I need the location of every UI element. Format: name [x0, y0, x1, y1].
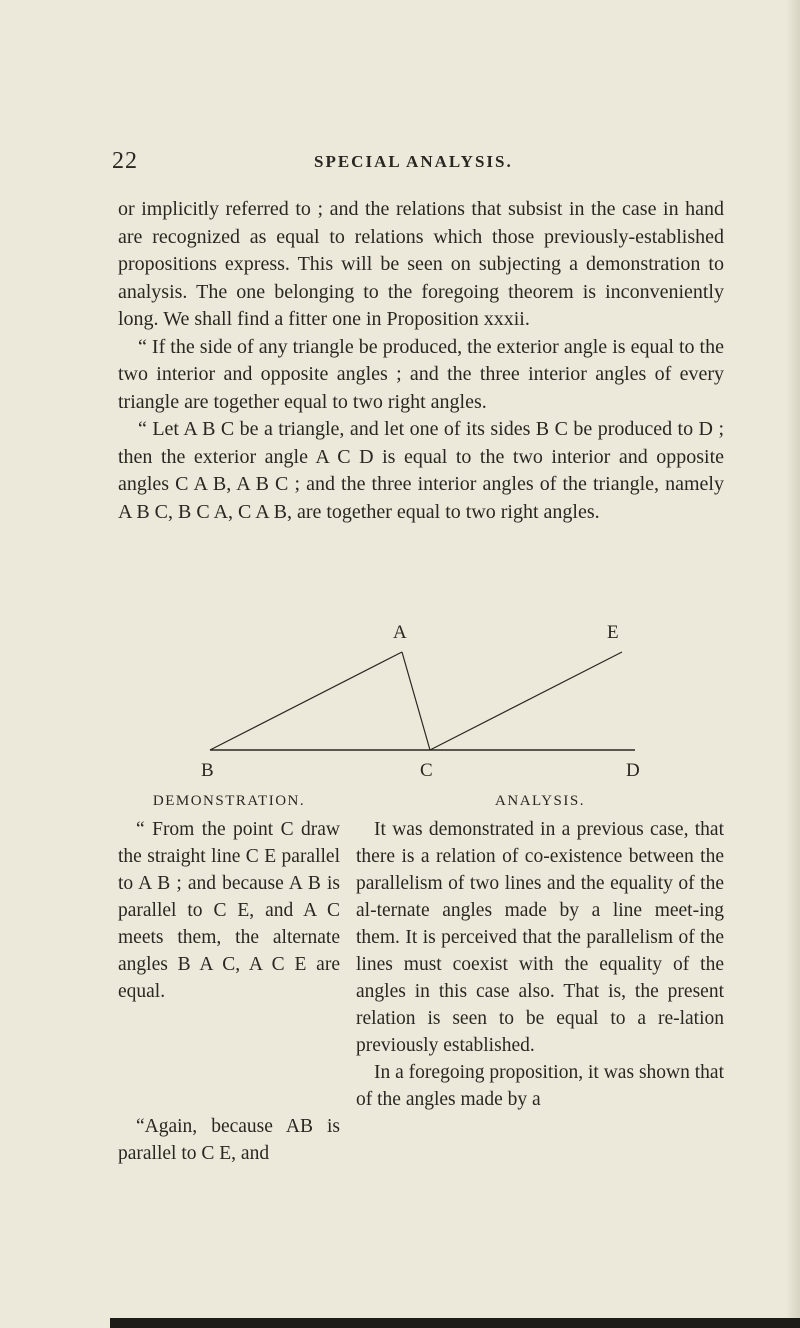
- page-number: 22: [112, 148, 138, 174]
- analysis-heading: ANALYSIS.: [495, 793, 585, 809]
- column-gap: [118, 1005, 340, 1113]
- label-B: B: [201, 760, 214, 781]
- demonstration-paragraph-1: “ From the point C draw the straight line C E parallel to A B ; and because A B is parallel to C E, and A C meets them, the alternate angles B A C, A C E are equal.: [118, 819, 340, 1002]
- label-C: C: [420, 760, 433, 781]
- demonstration-paragraph-2: “Again, because AB is parallel to C E, and: [118, 1116, 340, 1164]
- label-A: A: [393, 622, 407, 643]
- analysis-paragraph-1: It was demonstrated in a previous case, that there is a relation of co-existence between the parallelism of two lines and the equality of the al-ternate angles made by a line meet-ing them. It is perceived that the parallelism of the lines must coexist with the equality of the angles in this case also. That is, the present relation is seen to be equal to a re-lation previously established.: [356, 819, 724, 1056]
- demonstration-heading: DEMONSTRATION.: [152, 793, 306, 809]
- page-edge-shadow: [786, 0, 800, 1328]
- analysis-column: [356, 788, 724, 1113]
- running-head: SPECIAL ANALYSIS.: [314, 152, 513, 171]
- line-CE: [430, 652, 622, 750]
- line-BA: [210, 652, 402, 750]
- triangle-figure: [180, 612, 660, 787]
- body-paragraph-3: “ Let A B C be a triangle, and let one of its sides B C be produced to D ; then the exterior angle A C D is equal to the two interior and opposite angles C A B, A B C ; and the three interior angles of the triangle, namely A B C, B C A, C A B, are together equal to two right angles.: [118, 418, 724, 523]
- analysis-paragraph-2: In a foregoing proposition, it was shown that of the angles made by a: [356, 1062, 724, 1110]
- page-header: [112, 148, 722, 176]
- body-paragraph-1: or implicitly referred to ; and the relations that subsist in the case in hand are recognized as equal to relations which those previously-established propositions express. This will be seen on subjecting a demonstration to analysis. The one belonging to the foregoing theorem is inconveniently long. We shall find a fitter one in Proposition xxxii.: [118, 198, 724, 330]
- body-paragraph-2: “ If the side of any triangle be produced, the exterior angle is equal to the two interior and opposite angles ; and the three interior angles of every triangle are together equal to two right angles.: [118, 335, 724, 413]
- label-D: D: [626, 760, 640, 781]
- demonstration-column: [118, 788, 340, 1167]
- body-text: [118, 196, 724, 526]
- label-E: E: [607, 622, 619, 643]
- page-bottom-edge: [110, 1318, 800, 1328]
- triangle-diagram: [180, 612, 660, 787]
- line-AC: [402, 652, 430, 750]
